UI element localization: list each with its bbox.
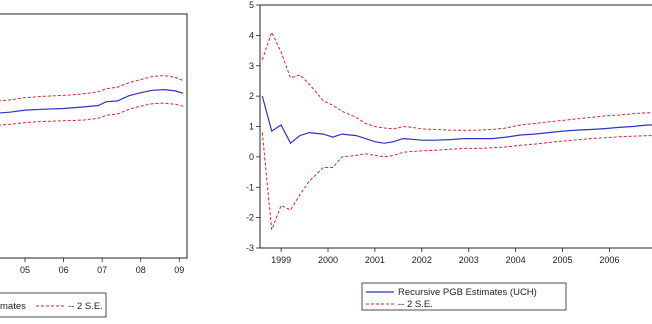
r-x-tick-label: 2006 [599, 255, 620, 265]
r-y-tick-label: 2 [248, 91, 254, 102]
r-x-tick-label: 2003 [458, 255, 479, 265]
r-y-tick-label: -2 [245, 212, 254, 223]
r-y-tick-label: 5 [248, 0, 254, 10]
r-x-tick-label: 2001 [364, 255, 385, 265]
r-y-tick-label: 4 [248, 30, 254, 41]
right-y-axis [246, 0, 260, 253]
r-y-tick-label: -3 [245, 243, 254, 253]
r-x-tick-label: 2005 [552, 255, 573, 265]
r-y-tick-label: 1 [248, 121, 254, 132]
r-y-tick-label: 0 [248, 151, 254, 162]
right-legend [362, 283, 566, 310]
r-x-tick-label: 2002 [411, 255, 432, 265]
right-x-axis [271, 248, 652, 265]
l-x-tick-label: 05 [19, 265, 31, 275]
r-y-tick-label: 3 [248, 60, 254, 71]
left-chart [0, 14, 187, 317]
r-x-tick-label: 2000 [317, 255, 339, 265]
left-x-axis [20, 258, 184, 275]
left-legend [0, 293, 106, 317]
r-x-tick-label: 2004 [505, 255, 526, 265]
left-legend-label-band: -- 2 S.E. [68, 301, 103, 312]
l-x-tick-label: 09 [174, 265, 185, 275]
l-x-tick-label: 06 [58, 265, 69, 275]
l-x-tick-label: 07 [97, 265, 108, 275]
left-legend-label-estimates: mates [0, 301, 26, 312]
right-plot-frame [260, 5, 652, 248]
right-legend-label-estimates: Recursive PGB Estimates (UCH) [398, 287, 537, 298]
l-x-tick-label: 08 [135, 265, 146, 275]
r-x-tick-label: 1999 [271, 255, 292, 265]
r-y-tick-label: -1 [245, 182, 254, 193]
right-chart [246, 0, 652, 310]
left-plot-frame [0, 14, 187, 258]
right-legend-label-band: -- 2 S.E. [398, 299, 433, 310]
